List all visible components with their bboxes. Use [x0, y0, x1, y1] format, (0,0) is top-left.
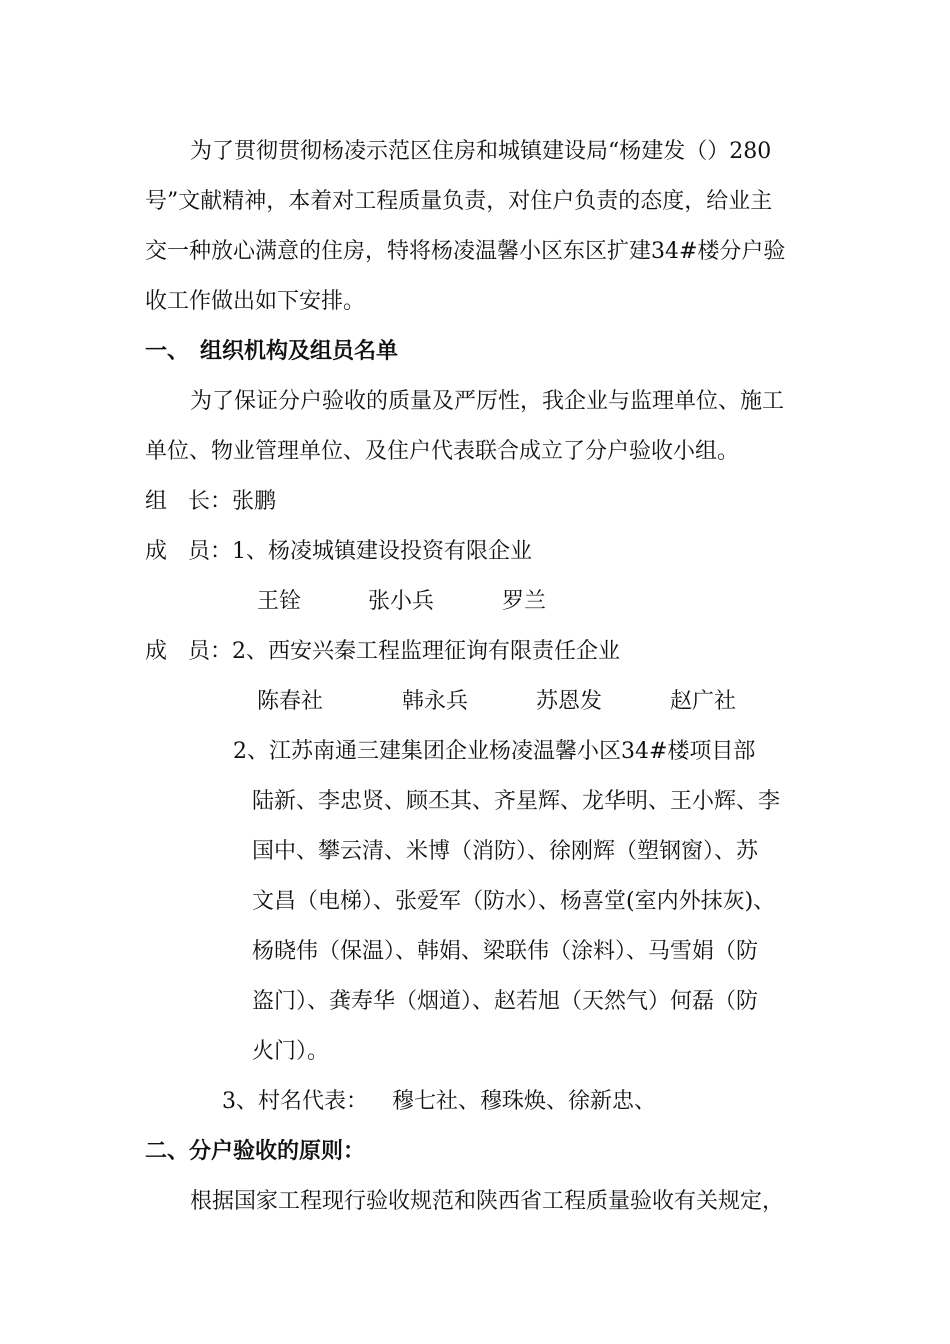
intro-line-2: 号”文献精神，本着对工程质量负责，对住户负责的态度，给业主	[145, 189, 773, 214]
member-name: 陈春社	[257, 689, 324, 714]
section2-para-line-1: 根据国家工程现行验收规范和陕西省工程质量验收有关规定，	[190, 1189, 785, 1214]
member-list-line: 火门）。	[252, 1039, 330, 1064]
member-name: 罗兰	[502, 589, 547, 614]
member-list-line: 杨晓伟（保温）、韩娟、梁联伟（涂料）、马雪娟（防	[252, 939, 759, 964]
member-list-line: 文昌（电梯）、张爱军（防水）、杨喜堂(室内外抹灰)、	[252, 889, 776, 914]
member-name: 苏恩发	[536, 689, 603, 714]
section1-para-line-2: 单位、物业管理单位、及住户代表联合成立了分户验收小组。	[145, 439, 740, 464]
section2-title: 二、分户验收的原则：	[145, 1139, 366, 1164]
section1-para-line-1: 为了保证分户验收的质量及严厉性，我企业与监理单位、施工	[190, 389, 785, 414]
member-list-line: 盗门）、龚寿华（烟道）、赵若旭（天然气）何磊（防	[252, 989, 759, 1014]
section1-number: 一、	[145, 339, 190, 364]
member-group-1-label: 成 员：1、杨凌城镇建设投资有限企业	[145, 539, 532, 564]
member-list-line: 国中、攀云清、米博（消防）、徐刚辉（塑钢窗）、苏	[252, 839, 759, 864]
group-leader: 组 长：张鹏	[145, 489, 276, 514]
intro-line-4: 收工作做出如下安排。	[145, 289, 366, 314]
member-name: 王铨	[257, 589, 302, 614]
member-name: 张小兵	[368, 589, 435, 614]
member-group-4-label: 3、村名代表：	[222, 1089, 368, 1114]
member-name: 赵广社	[670, 689, 737, 714]
intro-line-1: 为了贯彻贯彻杨凌示范区住房和城镇建设局“杨建发（）280	[190, 139, 772, 164]
member-name: 韩永兵	[402, 689, 469, 714]
member-group-2-label: 成 员：2、西安兴秦工程监理征询有限责任企业	[145, 639, 620, 664]
member-list-line: 陆新、李忠贤、顾丕其、齐星辉、龙华明、王小辉、李	[252, 789, 781, 814]
intro-line-3: 交一种放心满意的住房，特将杨凌温馨小区东区扩建34#楼分户验	[145, 239, 786, 264]
section1-title: 组织机构及组员名单	[200, 339, 399, 364]
member-group-4-names: 穆七社、穆珠焕、徐新忠、	[392, 1089, 657, 1114]
member-group-3-label: 2、江苏南通三建集团企业杨凌温馨小区34#楼项目部	[233, 739, 756, 764]
